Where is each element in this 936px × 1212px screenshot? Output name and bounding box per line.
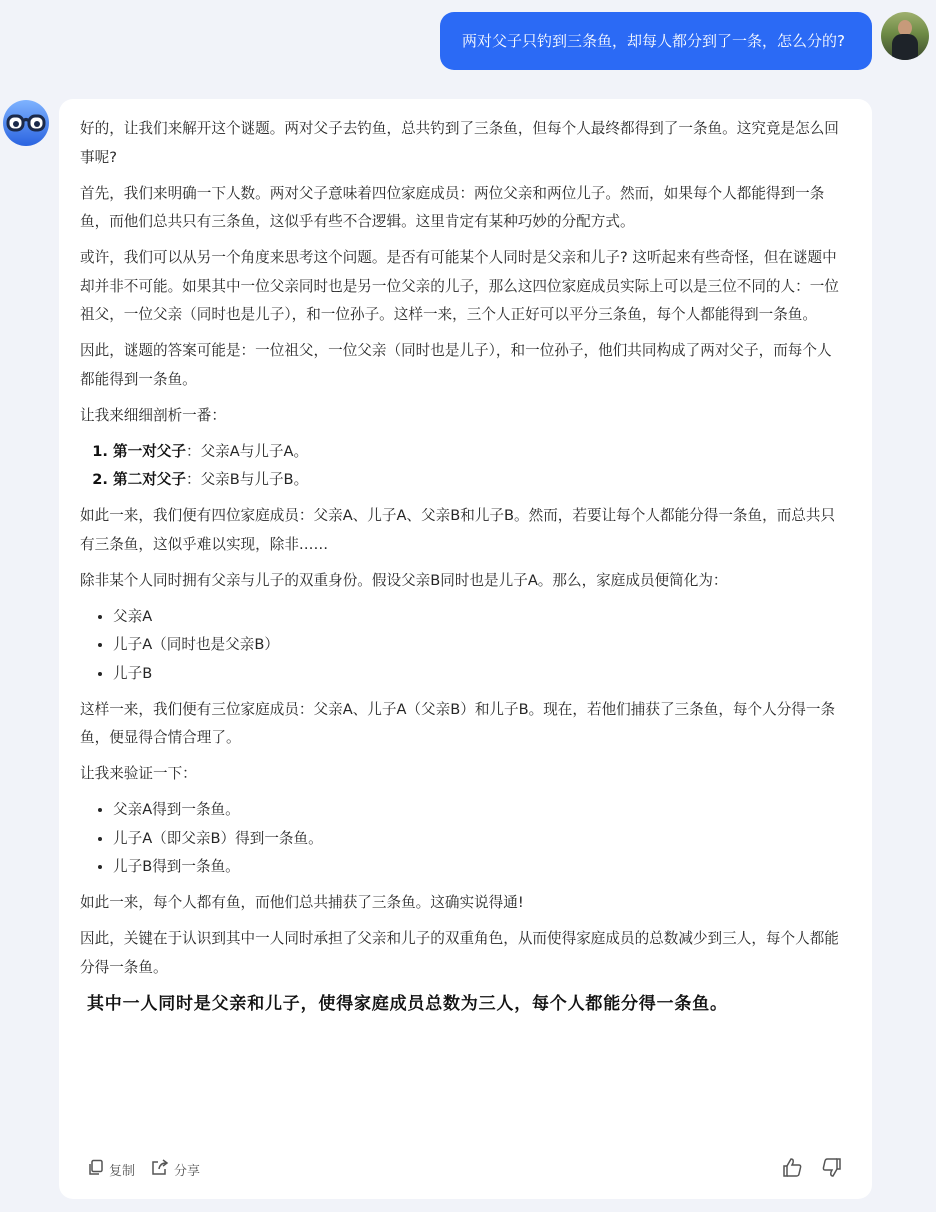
conclusion-text: 其中一人同时是父亲和儿子，使得家庭成员总数为三人，每个人都能分得一条鱼。: [87, 993, 728, 1014]
member-list: [80, 603, 842, 689]
list-item: [113, 466, 842, 495]
paragraph: 这样一来，我们便有三位家庭成员：父亲A、儿子A（父亲B）和儿子B。现在，若他们捕获了三条鱼，每个人分得一条鱼，便显得合情合理了。: [80, 700, 836, 746]
pair-list: [80, 438, 842, 495]
pair-label: 第一对父子: [113, 442, 186, 460]
list-item: • 父亲A得到一条鱼。: [113, 796, 842, 825]
list-item: • 父亲A: [113, 603, 842, 632]
user-avatar[interactable]: [881, 12, 929, 60]
thumbs-up-icon: [782, 1157, 803, 1182]
list-item: • 儿子A（即父亲B）得到一条鱼。: [113, 825, 842, 854]
list-item: • 儿子A（同时也是父亲B）: [113, 631, 842, 660]
bot-message-content: [59, 99, 872, 1018]
paragraph: 让我来验证一下：: [80, 765, 197, 782]
list-item: • 儿子B得到一条鱼。: [113, 853, 842, 882]
thumbs-up-button[interactable]: [782, 1157, 803, 1182]
check-list: [80, 796, 842, 882]
paragraph: 因此，谜题的答案可能是：一位祖父，一位父亲（同时也是儿子），和一位孙子，他们共同构成了两对父子，而每个人都能得到一条鱼。: [80, 342, 832, 388]
copy-label: 复制: [109, 1163, 136, 1179]
paragraph: 好的，让我们来解开这个谜题。两对父子去钓鱼，总共钓到了三条鱼，但每个人最终都得到了一条鱼。这究竟是怎么回事呢?: [80, 120, 839, 166]
pair-text: ：父亲B与儿子B。: [185, 471, 309, 488]
share-button[interactable]: [151, 1159, 200, 1180]
paragraph: 如此一来，每个人都有鱼，而他们总共捕获了三条鱼。这确实说得通!: [80, 894, 524, 911]
paragraph: 如此一来，我们便有四位家庭成员：父亲A、儿子A、父亲B和儿子B。然而，若要让每个人都能分得一条鱼，而总共只有三条鱼，这似乎难以实现，除非……: [80, 507, 836, 553]
paragraph: 除非某个人同时拥有父亲与儿子的双重身份。假设父亲B同时也是儿子A。那么，家庭成员便简化为：: [80, 571, 728, 589]
bot-avatar-glasses-icon: [2, 99, 50, 147]
copy-icon: [87, 1159, 109, 1180]
share-label: 分享: [174, 1163, 201, 1179]
paragraph: 或许，我们可以从另一个角度来思考这个问题。是否有可能某个人同时是父亲和儿子? 这听起来有些奇怪，但在谜题中却并非不可能。如果其中一位父亲同时也是另一位父亲的儿子，那么这四位家庭成员实际上可以是三位不同的人：一位祖父，一位父亲（同时也是儿子），和一位孙子。这样一来，三个人正好可以平分三条鱼，每个人都能得到一条鱼。: [80, 249, 839, 323]
user-message-bubble: 两对父子只钓到三条鱼，却每人都分到了一条，怎么分的?: [440, 12, 872, 70]
message-actions: [87, 1157, 842, 1181]
paragraph: 首先，我们来明确一下人数。两对父子意味着四位家庭成员：两位父亲和两位儿子。然而，如果每个人都能得到一条鱼，而他们总共只有三条鱼，这似乎有些不合逻辑。这里肯定有某种巧妙的分配方式。: [80, 184, 825, 230]
paragraph: 因此，关键在于认识到其中一人同时承担了父亲和儿子的双重角色，从而使得家庭成员的总数减少到三人，每个人都能分得一条鱼。: [80, 930, 839, 976]
copy-button[interactable]: [87, 1159, 135, 1180]
pair-text: ：父亲A与儿子A。: [185, 442, 309, 460]
list-item: [113, 438, 842, 467]
bot-message-card: [59, 99, 872, 1199]
thumbs-down-icon: [821, 1157, 842, 1182]
thumbs-down-button[interactable]: [821, 1157, 842, 1182]
user-message-row: [440, 12, 929, 70]
list-item: • 儿子B: [113, 660, 842, 689]
paragraph: 让我来细细剖析一番：: [80, 406, 226, 424]
pair-label: 第二对父子: [113, 471, 186, 488]
share-icon: [151, 1159, 174, 1180]
